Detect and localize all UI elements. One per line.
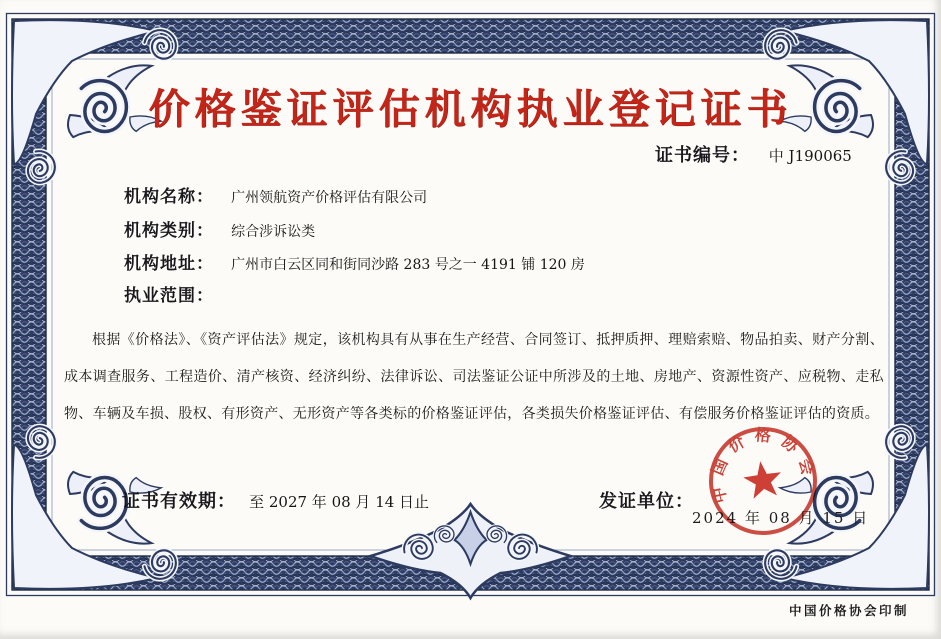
certificate-number-value: 中 J190065: [768, 147, 852, 165]
certificate-title: 价格鉴证评估机构执业登记证书: [148, 85, 793, 133]
field-org-category: [124, 216, 824, 241]
official-seal: [700, 418, 826, 544]
issuer-label: 发证单位：: [599, 491, 694, 512]
field-org-name-label: 机构名称：: [124, 187, 214, 207]
field-practice-scope: [124, 281, 824, 306]
red-star-icon: [741, 459, 784, 500]
validity-label: 证书有效期：: [122, 491, 236, 512]
seal-text: 中国价格协会: [706, 425, 820, 505]
issue-date: 2024 年 08 月 15 日: [692, 509, 870, 527]
field-org-category-value: 综合涉诉讼类: [231, 224, 316, 240]
field-org-address-label: 机构地址：: [124, 254, 214, 274]
issuer-row: [599, 487, 694, 513]
printed-by: 中国价格协会印制: [788, 603, 909, 618]
field-org-category-label: 机构类别：: [124, 221, 214, 241]
field-org-name-value: 广州领航资产价格评估有限公司: [231, 190, 428, 206]
validity-value: 至 2027 年 08 月 14 日止: [249, 493, 430, 511]
validity-row: [122, 487, 429, 513]
field-practice-scope-label: 执业范围：: [124, 286, 214, 306]
field-org-address: [124, 249, 824, 274]
field-org-address-value: 广州市白云区同和街同沙路 283 号之一 4191 铺 120 房: [231, 257, 585, 273]
certificate-number-label: 证书编号：: [655, 145, 750, 166]
certificate-number: [655, 141, 852, 167]
field-org-name: [124, 182, 824, 207]
scope-paragraph: 根据《价格法》、《资产评估法》规定，该机构具有从事在生产经营、合同签订、抵押质押、理赔索赔、物品拍卖、财产分割、成本调查服务、工程造价、清产核资、经济纠纷、法律诉讼、司法鉴证公证中所涉及的土地、房地产、资源性资产、应税物、走私物、车辆及车损、股权、有形资产、无形资产等各类标的价格鉴证评估，各类损失价格鉴证评估、有偿服务价格鉴证评估的资质。: [64, 332, 884, 422]
